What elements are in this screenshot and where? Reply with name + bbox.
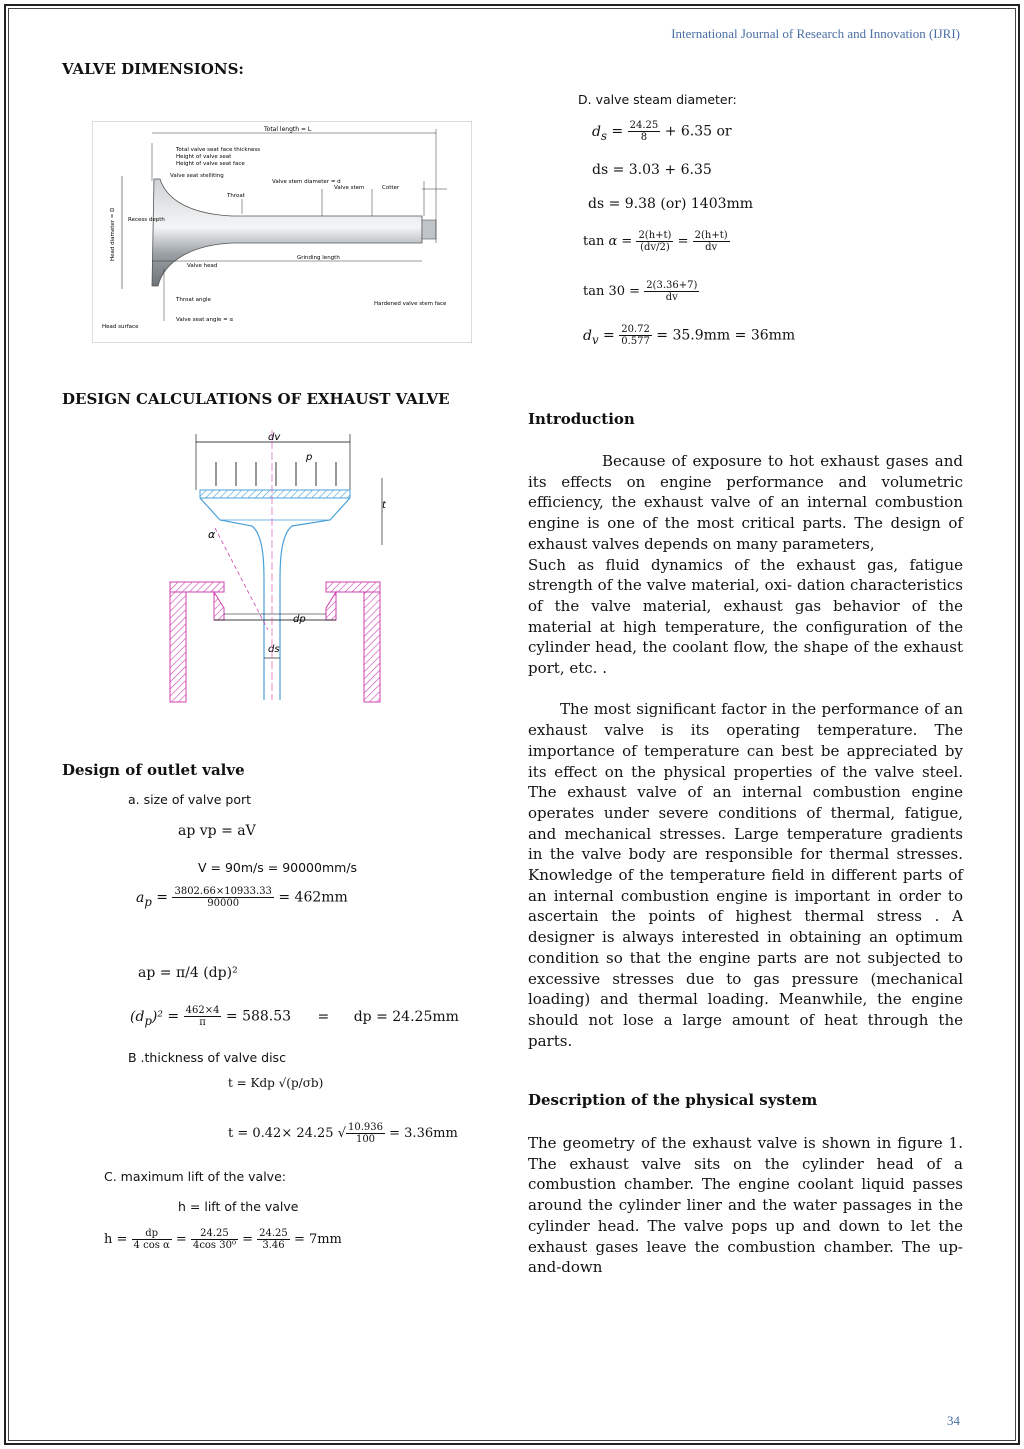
calc-a-eq1: ap vp = aV <box>178 823 256 839</box>
calc-d-eq6-res: = 35.9mm = 36mm <box>656 327 796 344</box>
calc-b-eq1: t = Kdp √(p/σb) <box>228 1076 324 1090</box>
design-calc-heading: DESIGN CALCULATIONS OF EXHAUST VALVE <box>62 390 450 408</box>
calc-c-f3-den: 3.46 <box>262 1240 285 1251</box>
fig2-alpha: α <box>208 528 216 541</box>
fig1-throat: Throat <box>227 193 245 199</box>
desc-section <box>528 1133 963 1278</box>
calc-d-eq6-den: 0.577 <box>621 336 650 347</box>
calc-a-eq2: V = 90m/s = 90000mm/s <box>198 860 358 875</box>
desc-paragraph-1: The geometry of the exhaust valve is shown in figure 1. The exhaust valve sits on the cylinder head of a combustion chamber. The engine coolant liquid passes around the cylinder liner and the water passages in the cylinder head. The valve pops up and down to let the exhaust gases leave the combustion chamber. The up-and-down <box>528 1134 963 1277</box>
intro-section <box>528 451 963 1051</box>
fig1-seat-angle: Valve seat angle = α <box>176 317 234 323</box>
fig1-height-seat: Height of valve seat <box>176 154 232 160</box>
calc-a-eq5-den: π <box>199 1017 206 1028</box>
calc-c-eq2-pre: h = <box>104 1232 128 1247</box>
calc-d-eq4-num1: 2(h+t) <box>638 230 672 241</box>
calc-b-eq2-pre: t = 0.42× 24.25 <box>228 1126 334 1141</box>
calc-c-eq1: h = lift of the valve <box>178 1199 299 1214</box>
fig1-head-diameter: Head diameter = D <box>110 207 116 261</box>
fig2-t: t <box>382 500 386 511</box>
calc-c-f2-den: 4cos 30⁰ <box>192 1240 236 1251</box>
calc-a-eq5: $(d_p)^2$ = $\frac{462\times 4}{\pi}$ = 588.53 = dp = 24.25mm <box>130 1005 459 1028</box>
calc-d-eq4-den2: dv <box>705 242 718 253</box>
calc-d-eq5-num: 2(3.36+7) <box>646 280 698 291</box>
calc-d-eq6: $d_v$ = $\frac{20.72}{0.577}$ = 35.9mm = 36mm <box>583 324 796 347</box>
fig1-hardened-face: Hardened valve stem face <box>374 301 447 307</box>
valve-section-figure <box>160 430 400 710</box>
intro-paragraph-3: The most significant factor in the performance of an exhaust valve is its operating temperature. The importance of temperature can best be appreciated by its effect on the physical properties of the valve steel. The exhaust valve of an internal combustion engine operates under severe conditions of thermal, fatigue, and mechanical stresses. Large temperature gradients in the valve body are responsible for thermal stresses. Knowledge of the temperature field in different parts of an internal combustion engine is important in order to ascertain the points of highest thermal stress . A designer is always interested in obtaining an optimum condition so that the engine parts are not subjected to excessive stresses due to gas pressure (mechanical loading) and thermal loading. Meanwhile, the engine should not lose a large amount of heat through the parts. <box>528 700 963 1050</box>
calc-c-eq2: h = $\frac{dp}{\text{4 cos α}}$ = $\frac{24.25}{\text{4cos 30⁰}}$ = $\frac{24.25}{3.46}$ = 7mm <box>104 1228 342 1251</box>
calc-c-f3-num: 24.25 <box>259 1228 288 1239</box>
fig2-ds: ds <box>268 644 280 655</box>
calc-d-eq1-num: 24.25 <box>629 120 659 131</box>
calc-d-eq4-den1: (dv/2) <box>640 242 670 253</box>
intro-heading: Introduction <box>528 410 635 428</box>
calc-a-eq3-num: 3802.66×10933.33 <box>174 886 272 897</box>
fig2-dv: dv <box>268 432 281 443</box>
calc-c-f2-num: 24.25 <box>191 1228 238 1240</box>
calc-d-eq2: ds = 3.03 + 6.35 <box>592 162 712 178</box>
fig1-valve-head: Valve head <box>187 263 218 269</box>
calc-a-eq5-dp: dp = 24.25mm <box>353 1008 459 1025</box>
calc-d-label: D. valve steam diameter: <box>578 92 737 107</box>
calc-d-eq4: tan α = $\frac{2(h+t)}{(dv/2)}$ = $\frac{2(h+t)}{dv}$ <box>583 230 728 253</box>
calc-a-eq3: $a_p$ = $\frac{3802.66\times 10933.33}{90000}$ = 462mm <box>136 886 348 909</box>
calc-a-eq5-res: = 588.53 <box>225 1008 292 1025</box>
calc-d-eq6-num: 20.72 <box>621 324 650 335</box>
fig1-seat-stelliting: Valve seat stelliting <box>170 173 224 179</box>
page-number: 34 <box>947 1413 960 1428</box>
fig1-throat-angle: Throat angle <box>176 297 211 303</box>
fig2-p: p <box>306 452 313 463</box>
intro-paragraph-2: Such as fluid dynamics of the exhaust gas, fatigue strength of the valve material, oxi- dation characteristics of the valve material, exhaust gas behavior of the material at high temperature, the configuration of the cylinder head, the coolant flow, the shape of the exhaust port, etc. . <box>528 555 963 678</box>
fig1-height-seat-face: Height of valve seat face <box>176 161 245 167</box>
design-outlet-heading: Design of outlet valve <box>62 761 245 779</box>
calc-c-label: C. maximum lift of the valve: <box>104 1169 286 1184</box>
fig1-cotter: Cotter <box>382 185 400 191</box>
calc-d-eq1-rest: + 6.35 or <box>664 123 732 140</box>
fig1-seat-face-thickness: Total valve seat face thickness <box>176 147 261 153</box>
calc-b-eq2-num: 10.936 <box>348 1122 383 1133</box>
fig1-stem-diameter: Valve stem diameter = d <box>272 179 341 185</box>
valve-dimensions-heading: VALVE DIMENSIONS: <box>62 60 244 78</box>
intro-paragraph-1: Because of exposure to hot exhaust gases and its effects on engine performance and volumetric efficiency, the exhaust valve of an internal combustion engine is one of the most critical parts. The design of exhaust valves depends on many parameters, <box>528 452 963 553</box>
calc-d-eq1-den: 8 <box>640 132 648 143</box>
calc-a-eq4: ap = π/4 (dp)² <box>138 965 238 981</box>
fig1-recess-depth: Recess depth <box>128 217 165 223</box>
calc-c-f1-num: dp <box>132 1228 172 1240</box>
calc-c-eq2-res: = 7mm <box>293 1232 342 1247</box>
calc-a-eq3-den: 90000 <box>207 898 240 909</box>
calc-a-label: a. size of valve port <box>128 792 252 807</box>
calc-b-label: B .thickness of valve disc <box>128 1050 286 1065</box>
calc-a-eq3-res: = 462mm <box>278 889 348 906</box>
valve-dimensions-figure <box>92 121 472 343</box>
calc-d-eq5-den: dv <box>665 292 678 303</box>
calc-b-eq2-den: 100 <box>355 1134 376 1145</box>
desc-heading: Description of the physical system <box>528 1091 818 1109</box>
calc-c-f1-den: 4 cos α <box>133 1240 170 1251</box>
calc-b-eq2-res: = 3.36mm <box>389 1126 458 1141</box>
calc-b-eq2: t = 0.42× 24.25 √ $\frac{10.936}{100}$ = 3.36mm <box>228 1122 458 1145</box>
calc-d-eq3: ds = 9.38 (or) 1403mm <box>588 196 754 212</box>
calc-d-eq4-num2: 2(h+t) <box>694 230 728 241</box>
fig1-head-surface: Head surface <box>102 324 139 330</box>
calc-d-eq1: $d_s$ = $\frac{24.25}{8}$ + 6.35 or <box>592 120 732 143</box>
fig2-dp: dp <box>293 614 306 625</box>
fig1-valve-stem: Valve stem <box>334 185 365 191</box>
fig1-total-length: Total length = L <box>264 126 312 133</box>
calc-a-eq5-num: 462×4 <box>185 1005 220 1016</box>
calc-d-eq5: tan 30 = $\frac{2(3.36+7)}{dv}$ <box>583 280 698 303</box>
fig1-grinding-length: Grinding length <box>297 255 340 261</box>
calc-a-eq5-eq: = <box>317 1008 330 1025</box>
journal-header: International Journal of Research and Innovation (IJRI) <box>671 26 960 41</box>
